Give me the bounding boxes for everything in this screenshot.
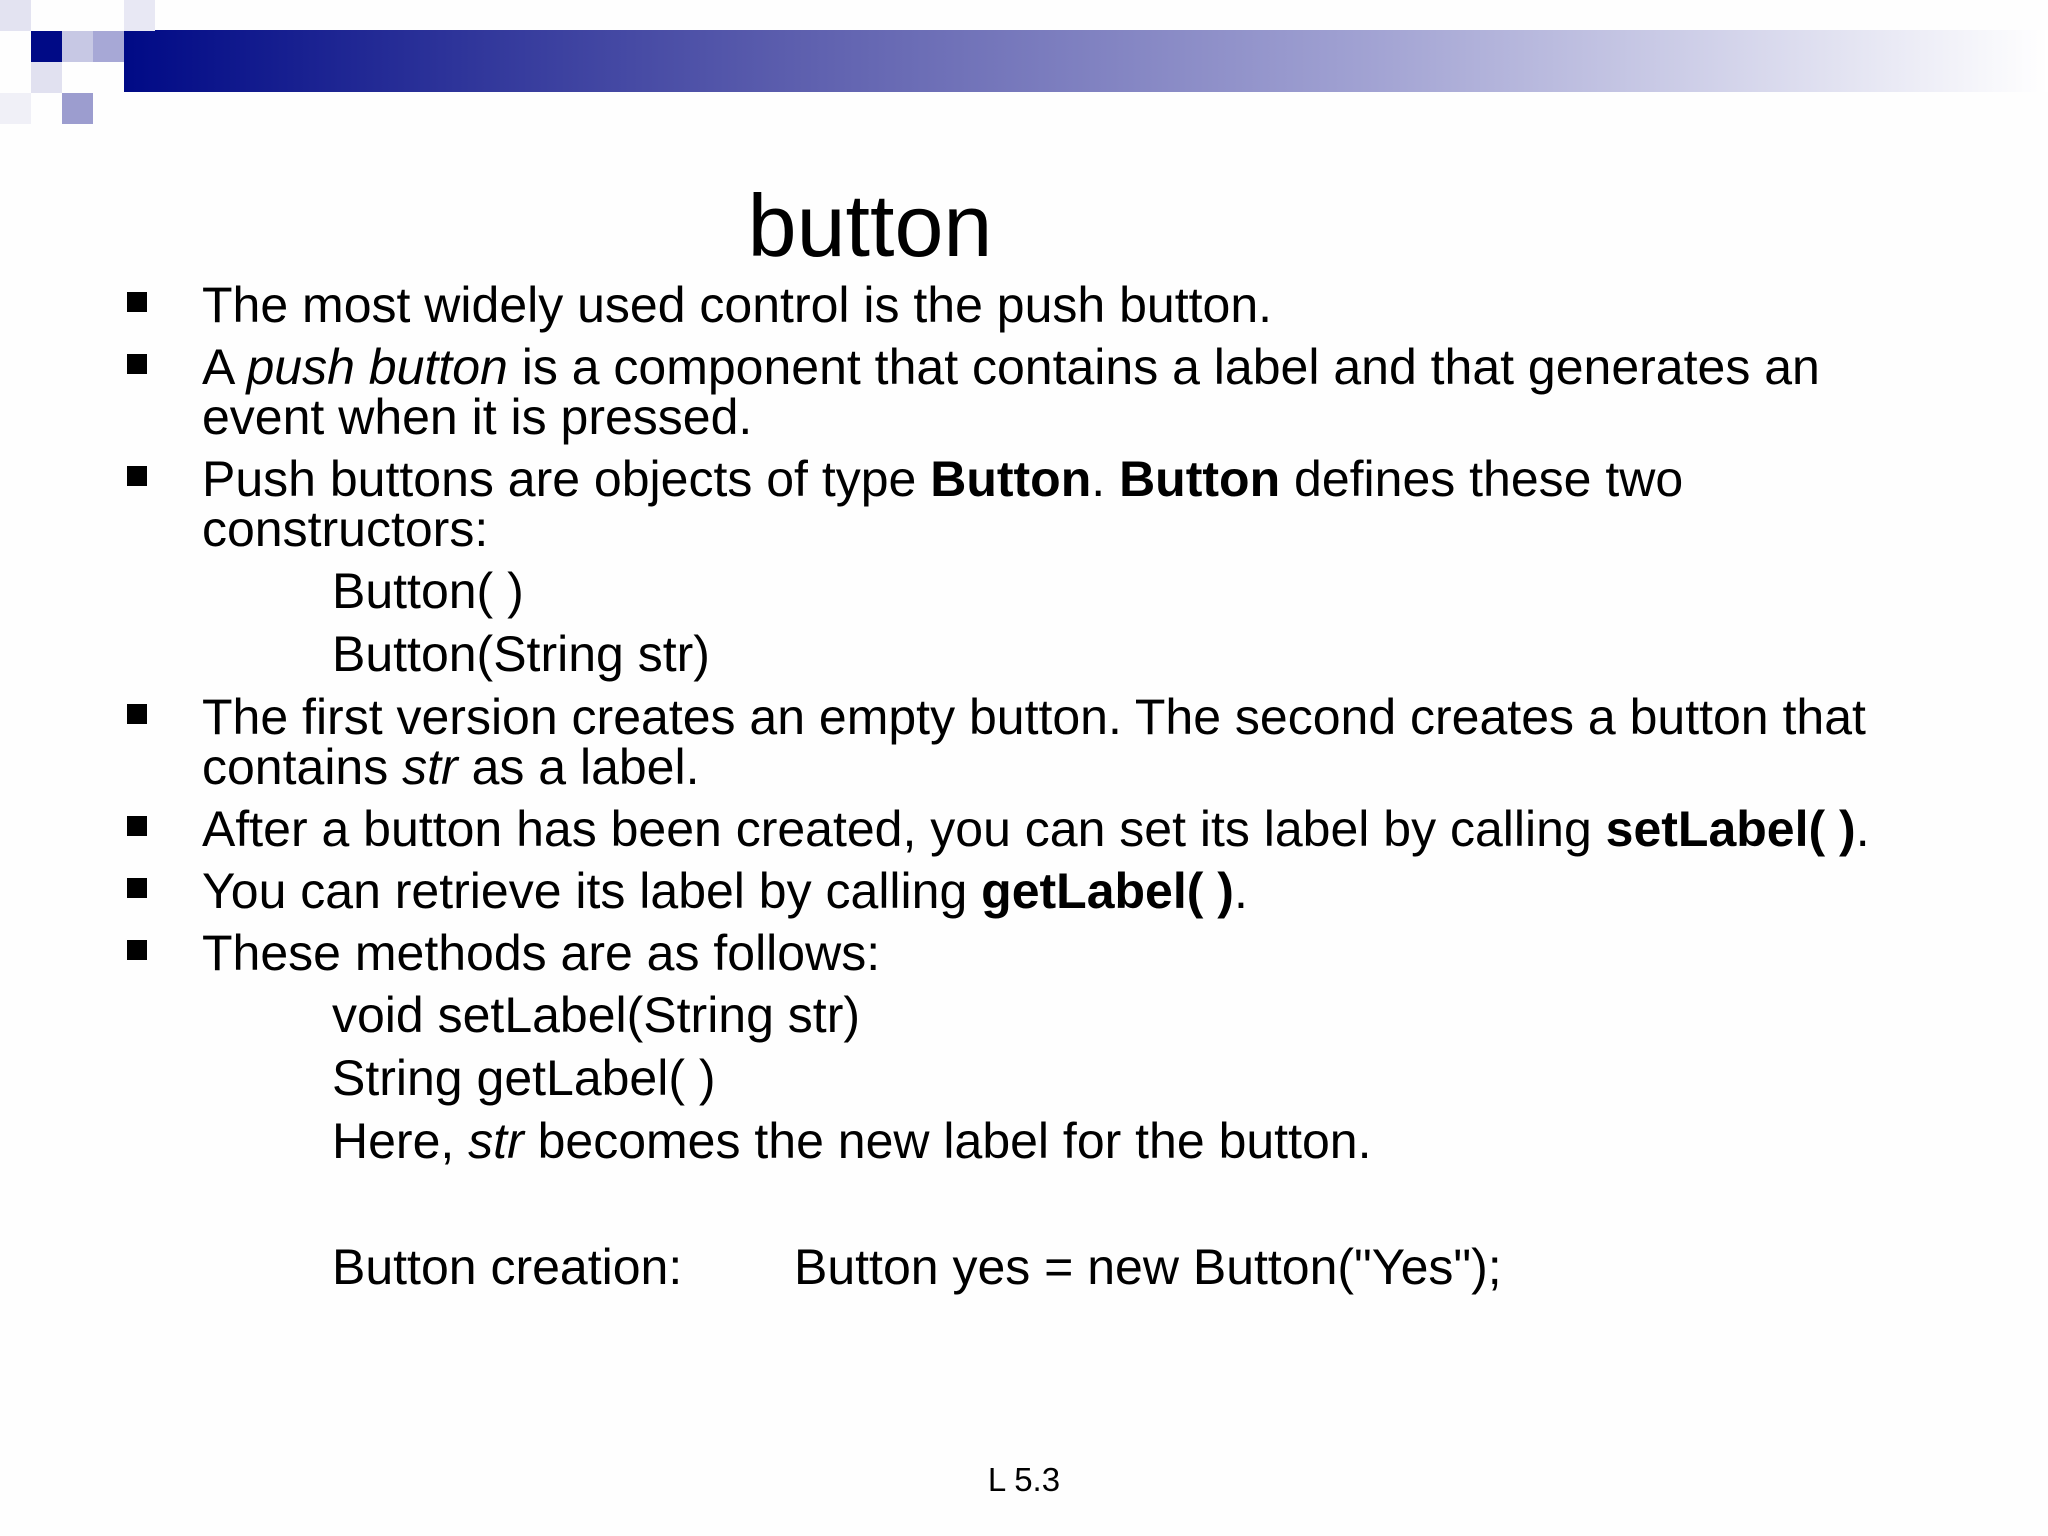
bullet-emphasis: str bbox=[402, 739, 458, 795]
bullet-text: . bbox=[1091, 451, 1120, 507]
bullet-item bbox=[124, 339, 1954, 445]
header-gradient-bar bbox=[124, 30, 2048, 92]
bullet-bold: Button bbox=[930, 451, 1092, 507]
bullet-square-icon bbox=[127, 292, 147, 312]
bullet-text: Push buttons are objects of type bbox=[202, 451, 931, 507]
bullet-square-icon bbox=[127, 878, 147, 898]
header-square bbox=[62, 93, 93, 124]
code-note bbox=[124, 1113, 1954, 1169]
bullet-text: After a button has been created, you can set its label by calling bbox=[202, 801, 1606, 857]
bullet-square-icon bbox=[127, 354, 147, 374]
bullet-text: . bbox=[1233, 863, 1248, 919]
code-line: Button(String str) bbox=[332, 626, 710, 682]
bullet-item bbox=[124, 689, 1954, 795]
slide-title: button bbox=[747, 176, 993, 275]
bullet-bold: getLabel( ) bbox=[981, 863, 1234, 919]
bullet-text: A bbox=[202, 339, 247, 395]
bullet-item bbox=[124, 277, 1954, 333]
code-line: void setLabel(String str) bbox=[332, 987, 861, 1043]
header-square bbox=[31, 31, 62, 62]
note-text: Here, bbox=[332, 1113, 469, 1169]
header-square bbox=[0, 0, 31, 31]
code-line: String getLabel( ) bbox=[332, 1050, 716, 1106]
bullet-text: You can retrieve its label by calling bbox=[202, 863, 982, 919]
slide-footer: L 5.3 bbox=[987, 1461, 1061, 1498]
bullet-text: The first version creates an empty button. The second creates a button that contains bbox=[202, 689, 1866, 795]
bullet-item bbox=[124, 863, 1954, 919]
creation-code: Button yes = new Button("Yes"); bbox=[794, 1239, 1502, 1295]
bullet-square-icon bbox=[127, 466, 147, 486]
bullet-item bbox=[124, 925, 1954, 981]
bullet-text: The most widely used control is the push button. bbox=[202, 277, 1273, 333]
header-square bbox=[0, 93, 31, 124]
bullet-emphasis: push button bbox=[246, 339, 508, 395]
creation-label: Button creation: bbox=[332, 1239, 683, 1295]
button-creation-line bbox=[124, 1239, 1954, 1295]
note-emphasis: str bbox=[468, 1113, 524, 1169]
code-line: Button( ) bbox=[332, 563, 524, 619]
bullet-square-icon bbox=[127, 816, 147, 836]
bullet-item bbox=[124, 801, 1954, 857]
header-square bbox=[124, 0, 155, 31]
bullet-square-icon bbox=[127, 704, 147, 724]
bullet-bold: setLabel( ) bbox=[1605, 801, 1856, 857]
header-square bbox=[62, 31, 93, 62]
header-square bbox=[31, 62, 62, 93]
bullet-text: defines these two constructors: bbox=[202, 451, 1684, 557]
header-square bbox=[93, 31, 124, 62]
bullet-text: is a component that contains a label and that generates an event when it is pressed. bbox=[202, 339, 1820, 445]
bullet-text: as a label. bbox=[457, 739, 700, 795]
bullet-item bbox=[124, 451, 1954, 557]
bullet-text: . bbox=[1855, 801, 1870, 857]
bullet-bold: Button bbox=[1119, 451, 1281, 507]
bullet-square-icon bbox=[127, 940, 147, 960]
bullet-text: These methods are as follows: bbox=[202, 925, 881, 981]
spacer bbox=[124, 1179, 1954, 1242]
slide-content bbox=[124, 277, 1954, 1305]
note-text: becomes the new label for the button. bbox=[523, 1113, 1372, 1169]
